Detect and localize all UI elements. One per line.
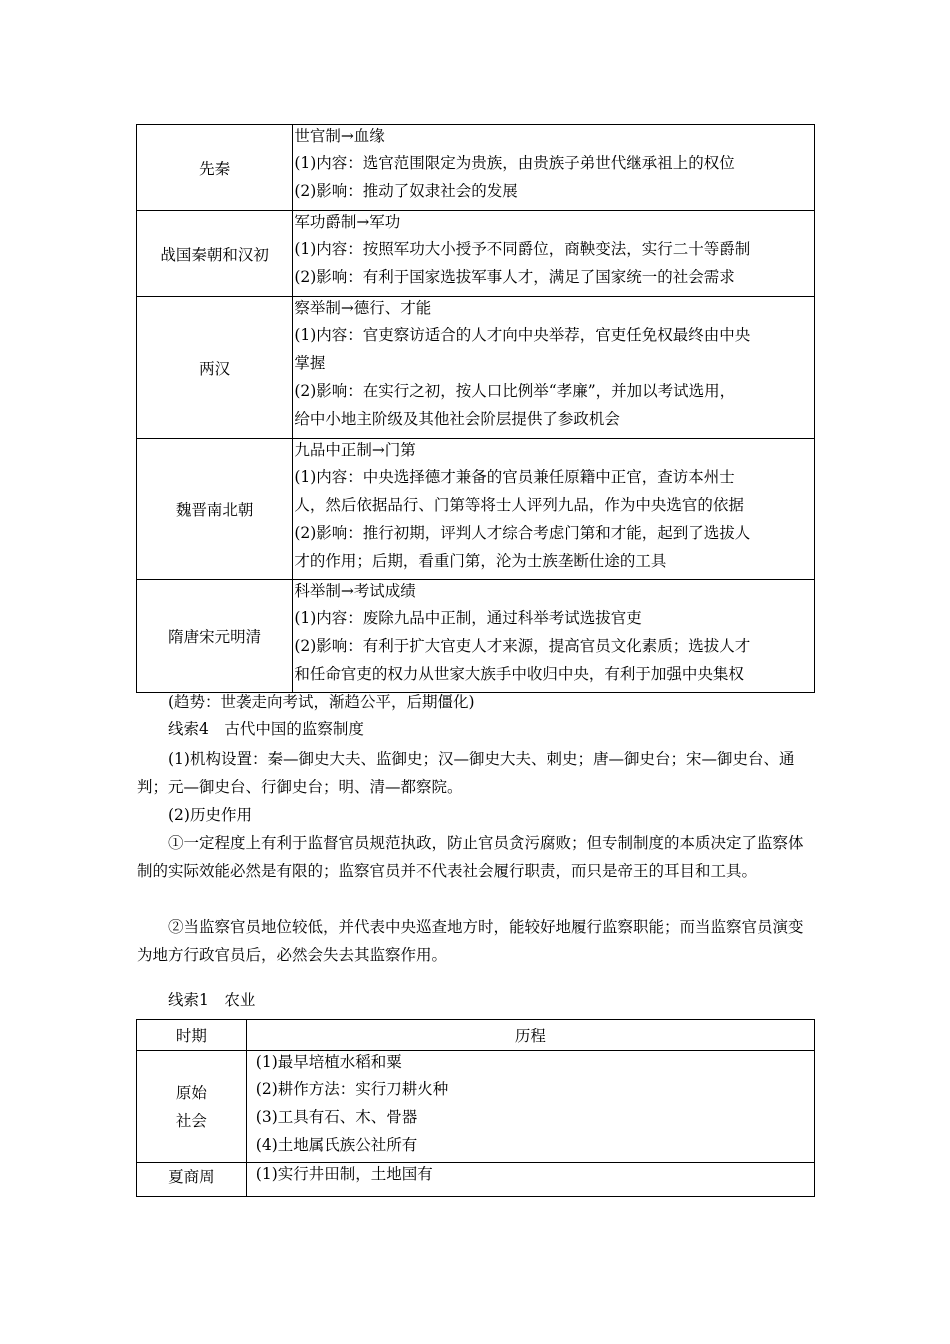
system-line: 科举制→考试成绩	[294, 582, 416, 600]
agriculture-table	[136, 1019, 815, 1197]
content-line: 和任命官吏的权力从世家大族手中收归中央，有利于加强中央集权	[294, 665, 744, 683]
period-cell	[137, 1051, 247, 1163]
content-line: (1)内容：按照军功大小授予不同爵位，商鞅变法，实行二十等爵制	[294, 240, 751, 258]
table-row	[137, 211, 815, 297]
table-row	[137, 580, 815, 693]
period-cell: 战国秦朝和汉初	[137, 211, 293, 297]
content-cell	[293, 439, 815, 580]
table-row	[137, 439, 815, 580]
clue1-title: 线索1 农业	[168, 991, 256, 1009]
content-line: (2)影响：有利于国家选拔军事人才，满足了国家统一的社会需求	[294, 268, 735, 286]
table-row	[137, 297, 815, 439]
period-cell: 夏商周	[137, 1163, 247, 1197]
content-line: (4)土地属氏族公社所有	[255, 1136, 418, 1154]
content-line: 人，然后依据品行、门第等将士人评列九品，作为中央选官的依据	[294, 496, 744, 514]
period-line: 原始	[175, 1083, 207, 1102]
content-line: 才的作用；后期，看重门第，沦为士族垄断仕途的工具	[294, 552, 667, 570]
content-line: (2)影响：推行初期，评判人才综合考虑门第和才能，起到了选拔人	[294, 524, 751, 542]
period-cell: 魏晋南北朝	[137, 439, 293, 580]
period-cell: 隋唐宋元明清	[137, 580, 293, 693]
content-line: (1)内容：中央选择德才兼备的官员兼任原籍中正官，查访本州士	[294, 468, 735, 486]
content-line: (1)内容：废除九品中正制，通过科举考试选拔官吏	[294, 609, 642, 627]
clue4-item2: (2)历史作用	[168, 806, 252, 824]
clue4-point2: ②当监察官员地位较低，并代表中央巡查地方时，能较好地履行监察职能；而当监察官员演变为地方行政官员后，必然会失去其监察作用。	[137, 918, 804, 964]
table-row	[137, 1163, 815, 1197]
system-line: 世官制→血缘	[294, 127, 385, 145]
clue4-title: 线索4 古代中国的监察制度	[168, 720, 364, 738]
system-line: 军功爵制→军功	[294, 213, 401, 231]
selection-system-table	[136, 124, 815, 693]
column-header: 历程	[246, 1020, 814, 1051]
content-line: (1)内容：官吏察访适合的人才向中央举荐，官吏任免权最终由中央	[294, 326, 751, 344]
period-cell: 两汉	[137, 297, 293, 439]
content-line: (2)影响：在实行之初，按人口比例举“孝廉”，并加以考试选用，	[294, 382, 736, 400]
content-line: (1)实行井田制，土地国有	[255, 1165, 433, 1183]
content-cell	[246, 1163, 814, 1197]
trend-note: (趋势：世袭走向考试，渐趋公平，后期僵化)	[168, 693, 475, 711]
content-line: (2)影响：推动了奴隶社会的发展	[294, 182, 518, 200]
column-header: 时期	[137, 1020, 247, 1051]
content-cell	[293, 580, 815, 693]
content-cell	[246, 1051, 814, 1163]
content-line: 给中小地主阶级及其他社会阶层提供了参政机会	[294, 410, 620, 428]
table-row	[137, 125, 815, 211]
content-line: (1)最早培植水稻和粟	[255, 1053, 402, 1071]
content-cell	[293, 297, 815, 439]
period-line: 社会	[175, 1111, 207, 1130]
content-line: (2)影响：有利于扩大官吏人才来源，提高官员文化素质；选拔人才	[294, 637, 751, 655]
content-line: (1)内容：选官范围限定为贵族，由贵族子弟世代继承祖上的权位	[294, 154, 735, 172]
table-row	[137, 1051, 815, 1163]
content-line: (2)耕作方法：实行刀耕火种	[255, 1080, 449, 1098]
system-line: 察举制→德行、才能	[294, 299, 432, 317]
period-cell: 先秦	[137, 125, 293, 211]
content-cell	[293, 211, 815, 297]
content-line: 掌握	[294, 354, 326, 372]
table-header-row	[137, 1020, 815, 1051]
clue4-item1: (1)机构设置：秦—御史大夫、监御史；汉—御史大夫、刺史；唐—御史台；宋—御史台、通判；元—御史台、行御史台；明、清—都察院。	[137, 750, 795, 796]
content-line: (3)工具有石、木、骨器	[255, 1108, 418, 1126]
content-cell	[293, 125, 815, 211]
system-line: 九品中正制→门第	[294, 441, 416, 459]
clue4-point1: ①一定程度上有利于监督官员规范执政，防止官员贪污腐败；但专制制度的本质决定了监察体制的实际效能必然是有限的；监察官员并不代表社会履行职责，而只是帝王的耳目和工具。	[137, 834, 804, 880]
